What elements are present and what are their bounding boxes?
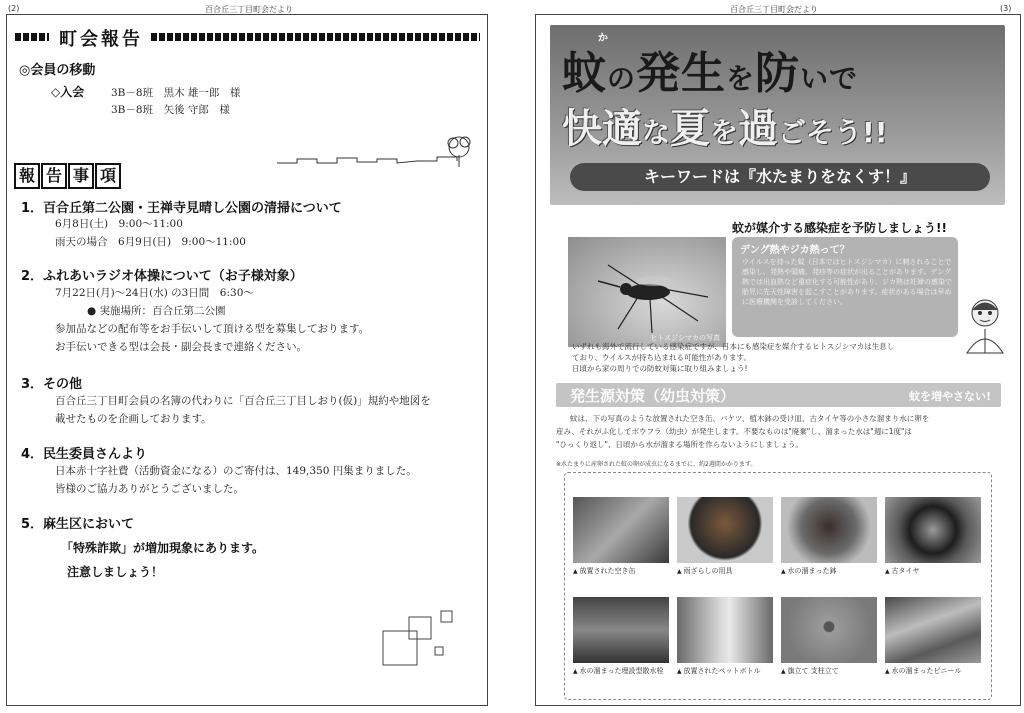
item-3-line: 百合丘三丁目町会員の名簿の代わりに「百合丘三丁目しおり(仮)」規約や地図を <box>55 395 431 407</box>
gallery-photo <box>885 597 981 663</box>
breeding-site-gallery <box>564 472 992 700</box>
item-1-line: 雨天の場合 6月9日(日) 9:00～11:00 <box>55 236 246 248</box>
hero-banner <box>550 25 1005 205</box>
left-page <box>6 14 488 706</box>
hero-word: な <box>642 116 671 149</box>
gallery-photo <box>781 497 877 563</box>
page-number-left: (2) <box>8 4 20 13</box>
item-1-heading: 1．百合丘第二公園・王禅寺見晴し公園の清掃について <box>21 201 342 216</box>
item-2-line: お手伝いできる型は会長・副会長まで連絡ください。 <box>55 341 307 353</box>
item-2-line: ● 実施場所：百合丘第二公園 <box>87 305 226 317</box>
gallery-item <box>885 497 981 576</box>
gallery-photo <box>781 597 877 663</box>
dengue-box <box>732 237 958 337</box>
report-heading-char: 事 <box>68 163 94 189</box>
overseas-text: ており、ウイルスが持ち込まれる可能性があります。 <box>572 353 751 362</box>
item-2-line: 参加品などの配布等をお手伝いして頂ける型を募集しております。 <box>55 323 370 335</box>
report-heading <box>14 163 121 189</box>
hero-word: を <box>710 116 739 149</box>
item-2-heading: 2．ふれあいラジオ体操について（お子様対象） <box>21 269 303 284</box>
gallery-caption: ▲ 雨ざらしの用具 <box>677 566 773 576</box>
hero-line-2 <box>562 97 888 154</box>
hero-word: の <box>607 62 637 95</box>
source-right-label: 蚊を増やさない! <box>908 390 991 403</box>
gallery-caption: ▲ 水の溜まったビニール <box>885 666 981 676</box>
item-3-line: 載せたものを企画しております。 <box>55 413 212 425</box>
squares-decoration <box>377 607 467 677</box>
overseas-text: いずれも海外で流行している感染症ですが、日本にも感染症を媒介するヒトスジシマカは生息し <box>572 342 895 351</box>
source-text: 蚊は、下の写真のような放置された空き缶、バケツ、植木鉢の受け皿、古タイヤ等の小さな溜まり水に卵を <box>570 414 930 423</box>
item-4-line: 皆様のご協力ありがとうございました。 <box>55 483 244 495</box>
gallery-photo <box>885 497 981 563</box>
item-2-line: 7月22日(月)～24日(水) の3日間 6:30～ <box>55 287 254 299</box>
item-5-heading: 5．麻生区において <box>21 517 135 532</box>
gallery-caption: ▲ 水の溜まった埋設型散水栓 <box>573 666 669 676</box>
mosquito-icon <box>568 237 726 347</box>
gallery-caption: ▲ 水の溜まった鉢 <box>781 566 877 576</box>
gallery-item <box>677 597 773 676</box>
hero-word: 過 <box>738 106 779 152</box>
source-heading: 発生源対策（幼虫対策） <box>570 387 736 405</box>
gallery-photo <box>573 597 669 663</box>
keyword-banner: キーワードは『水たまりをなくす！』 <box>570 163 990 191</box>
title-bar-left <box>15 33 49 41</box>
mosquito-caption: ヒトスジシマカの写真 <box>650 334 720 342</box>
report-heading-char: 告 <box>41 163 67 189</box>
gallery-item <box>885 597 981 676</box>
mosquito-photo <box>568 237 726 347</box>
gallery-item <box>573 497 669 576</box>
newsletter-header-right: 百合丘三丁目町会だより <box>730 5 818 14</box>
gallery-item <box>573 597 669 676</box>
gallery-item <box>781 597 877 676</box>
source-text: 産み、それがふ化してボウフラ（幼虫）が発生します。不要なものは"廃棄"し、溜まった水は"週に1度"は <box>556 427 912 436</box>
gallery-item <box>781 497 877 576</box>
hero-word: 快適 <box>562 106 642 152</box>
item-4-line: 日本赤十字社費（活動資金になる）のご寄付は、149,350 円集まりました。 <box>55 465 417 477</box>
overseas-text: 日頃から家の周りでの防蚊対策に取り組みましょう! <box>572 364 748 373</box>
skyline-illustration <box>277 125 477 175</box>
right-page <box>535 14 1021 706</box>
gallery-photo <box>677 497 773 563</box>
member-entry: 3B－8班 黒木 雄一郎 様 <box>111 87 241 99</box>
ruby-text: か <box>598 33 608 44</box>
gallery-caption: ▲ 古タイヤ <box>885 566 981 576</box>
gallery-photo <box>573 497 669 563</box>
source-note: ※水たまりに産卵された蚊の卵が成虫になるまでに、約2週間かかります。 <box>556 461 757 468</box>
hero-word: 蚊 <box>562 48 607 99</box>
gallery-caption: ▲ 旗立て 支柱立て <box>781 666 877 676</box>
item-5-line: 「特殊詐欺」が増加現象にあります。 <box>61 541 265 555</box>
dengue-heading: デング熱やジカ熱って？ <box>740 245 850 256</box>
gallery-item <box>677 497 773 576</box>
prevent-heading: 蚊が媒介する感染症を予防しましょう!! <box>732 221 947 235</box>
member-entry: 3B－8班 矢後 守郎 様 <box>111 104 230 116</box>
hero-word: ごそう!! <box>778 116 888 149</box>
hero-word: いで <box>800 62 859 95</box>
hero-word: 夏 <box>670 106 711 152</box>
source-control-band <box>556 383 1001 407</box>
members-heading: ◎会員の移動 <box>19 63 96 78</box>
join-label: ◇入会 <box>51 85 85 99</box>
item-5-line: 注意しましょう！ <box>67 565 164 579</box>
item-4-heading: 4．民生委員さんより <box>21 447 148 462</box>
newsletter-header-left: 百合丘三丁目町会だより <box>205 5 293 14</box>
dengue-text: ウイルスを持った蚊（日本ではヒトスジシマカ）に刺されることで感染し、発熱や頭痛、発疹等の症状が出ることがあります。デング熱では出血熱など重症化する可能性があり、ジカ熱は妊婦の感染で胎児に先天性障害を起こすことがあります。症状がある場合は早めに医療機関を受診してください。 <box>742 258 952 306</box>
hero-word: を <box>726 62 756 95</box>
hero-word: 防 <box>755 48 801 99</box>
title-banner <box>15 25 480 50</box>
hero-line-1 <box>562 37 858 101</box>
item-1-line: 6月8日(土) 9:00～11:00 <box>55 218 183 230</box>
hero-word: 発生 <box>636 48 727 99</box>
item-3-heading: 3．その他 <box>21 377 83 392</box>
gallery-caption: ▲ 放置された空き缶 <box>573 566 669 576</box>
title-bar-right <box>151 33 480 41</box>
gallery-photo <box>677 597 773 663</box>
report-heading-char: 項 <box>95 163 121 189</box>
report-heading-char: 報 <box>14 163 40 189</box>
source-text: "ひっくり返し"、日頃から水が溜まる場所を作らないようにしましょう。 <box>556 440 803 449</box>
page-title: 町会報告 <box>59 29 143 50</box>
page-number-right: (3) <box>1000 4 1012 13</box>
gallery-caption: ▲ 放置されたペットボトル <box>677 666 773 676</box>
